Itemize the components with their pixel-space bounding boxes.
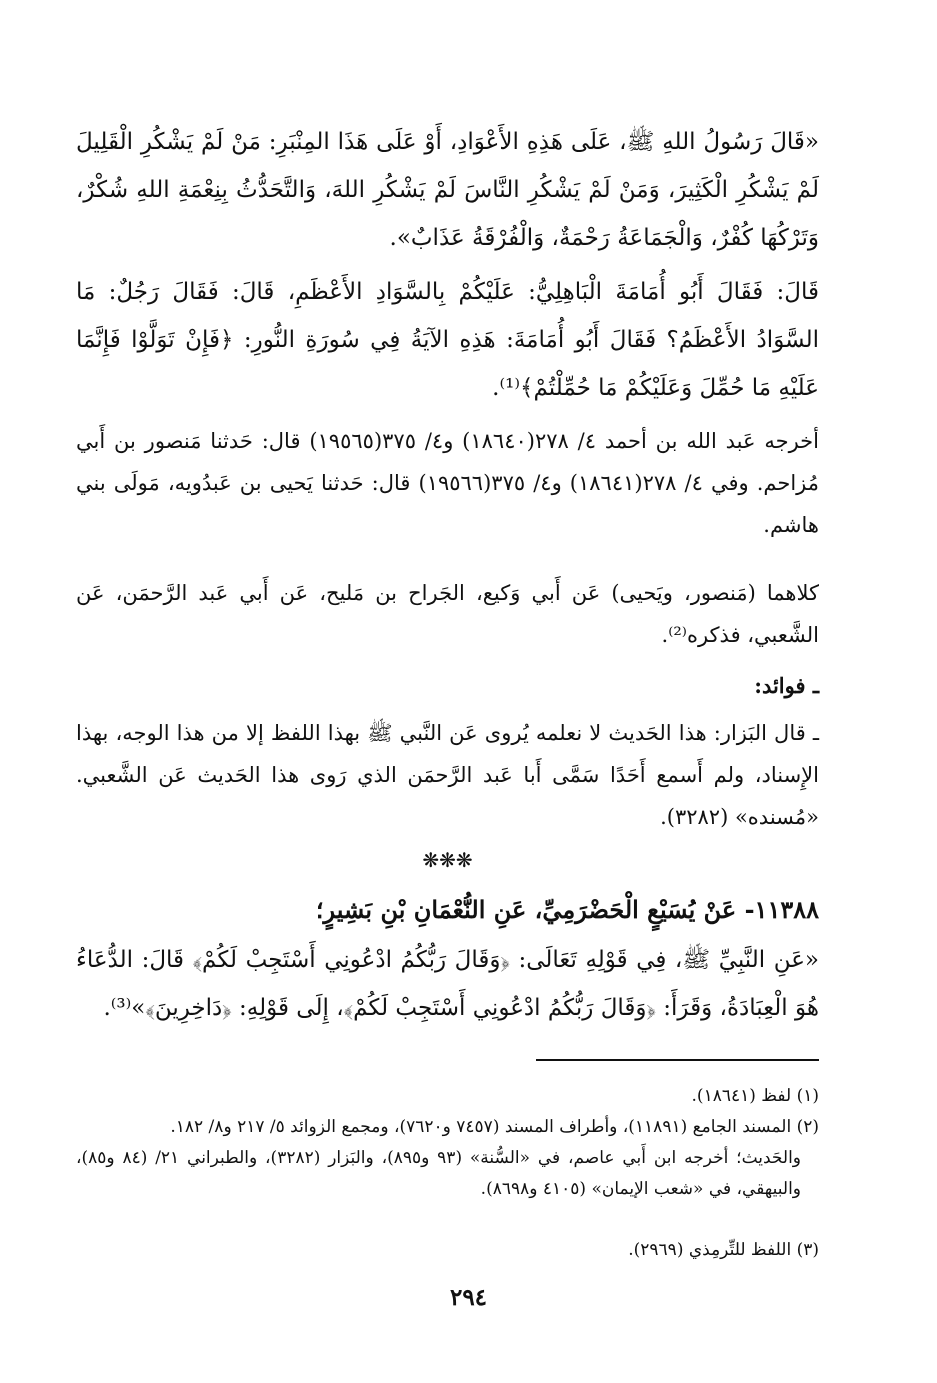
section-separator: ❋❋❋ (422, 848, 473, 872)
hadith-number-heading: ١١٣٨٨- عَنْ يُسَيْعٍ الْحَضْرَمِيِّ، عَنِ النُّعْمَانِ بْنِ بَشِيرٍ؛ (315, 895, 819, 924)
page-number: ٢٩٤ (449, 1284, 488, 1311)
footnote-2-continuation: والحَديث؛ أخرجه ابن أَبي عاصم، في «السُّنة» (٩٣ و٨٩٥)، والبَزار (٣٢٨٢)، والطبراني ٢١/ (٨٤ و٨٥)، والبيهقي، في «شعب الإيمان» (٤١٠٥ و٨٦٩٨). (76, 1148, 801, 1199)
commentary-paragraph: قَالَ: فَقَالَ أَبُو أُمَامَةَ الْبَاهِلِيُّ: عَلَيْكُمْ بِالسَّوَادِ الأَعْظَمِ، قَالَ: فَقَالَ رَجُلٌ: مَا السَّوَادُ الأَعْظَمُ؟ فَقَالَ أَبُو أُمَامَةَ: هَذِهِ الآيَةُ فِي سُورَةِ النُّورِ: ﴿فَإِنْ تَوَلَّوْا فَإِنَّمَا عَلَيْهِ مَا حُمِّلَ وَعَلَيْكُمْ مَا حُمِّلْتُمْ﴾⁽¹⁾. (76, 279, 819, 401)
footnote-3: (٣) اللفظ للتِّرمِذي (٢٩٦٩). (628, 1240, 819, 1260)
benefits-paragraph: ـ قال البَزار: هذا الحَديث لا نعلمه يُروى عَن النَّبي ﷺ بهذا اللفظ إلا من هذا الوجه، بهذا الإِسناد، ولم أَسمع أَحَدًا سَمَّى أَبا عَبد الرَّحمَن الذي رَوى هذا الحَديث عَن الشَّعبي. «مُسنده» (٣٢٨٢). (76, 721, 819, 829)
footnote-2: (٢) المسند الجامع (١١٨٩١)، وأطراف المسند (٧٤٥٧ و٧٦٢٠)، ومجمع الزوائد ٥/ ٢١٧ و٨/ ١٨٢. (170, 1117, 819, 1137)
footnote-1: (١) لفظ (١٨٦٤١). (691, 1086, 819, 1106)
benefits-heading: ـ فوائد: (754, 673, 819, 698)
hadith-text-paragraph-2: «عَنِ النَّبِيِّ ﷺ، فِي قَوْلِهِ تَعَالَى: ﴿وَقَالَ رَبُّكُمُ ادْعُونِي أَسْتَجِبْ لَكُمْ﴾ قَالَ: الدُّعَاءُ هُوَ الْعِبَادَةُ، وَقَرَأَ: ﴿وَقَالَ رَبُّكُمُ ادْعُونِي أَسْتَجِبْ لَكُمْ﴾، إِلَى قَوْلِهِ: ﴿دَاخِرِينَ﴾»⁽³⁾. (76, 947, 819, 1021)
hadith-text-paragraph: «قَالَ رَسُولُ اللهِ ﷺ، عَلَى هَذِهِ الأَعْوَادِ، أَوْ عَلَى هَذَا المِنْبَرِ: مَنْ لَمْ يَشْكُرِ الْقَلِيلَ لَمْ يَشْكُرِ الْكَثِيرَ، وَمَنْ لَمْ يَشْكُرِ النَّاسَ لَمْ يَشْكُرِ اللهَ، وَالتَّحَدُّثُ بِنِعْمَةِ اللهِ شُكْرٌ، وَتَرْكُهَا كُفْرٌ، وَالْجَمَاعَةُ رَحْمَةٌ، وَالْفُرْقَةُ عَذَابٌ». (76, 129, 819, 251)
footnote-divider (536, 1059, 819, 1061)
chain-paragraph: كلاهما (مَنصور، ويَحيى) عَن أَبي وَكيع، الجَراح بن مَليح، عَن أَبي عَبد الرَّحمَن، عَن الشَّعبي، فذكره⁽²⁾. (76, 581, 819, 647)
takhrij-paragraph: أخرجه عَبد الله بن أحمد ٤/ ٢٧٨(١٨٦٤٠) و٤/ ٣٧٥(١٩٥٦٥) قال: حَدثنا مَنصور بن أَبي مُزاحم. وفي ٤/ ٢٧٨(١٨٦٤١) و٤/ ٣٧٥(١٩٥٦٦) قال: حَدثنا يَحيى بن عَبدُويه، مَولَى بني هاشم. (76, 429, 819, 537)
